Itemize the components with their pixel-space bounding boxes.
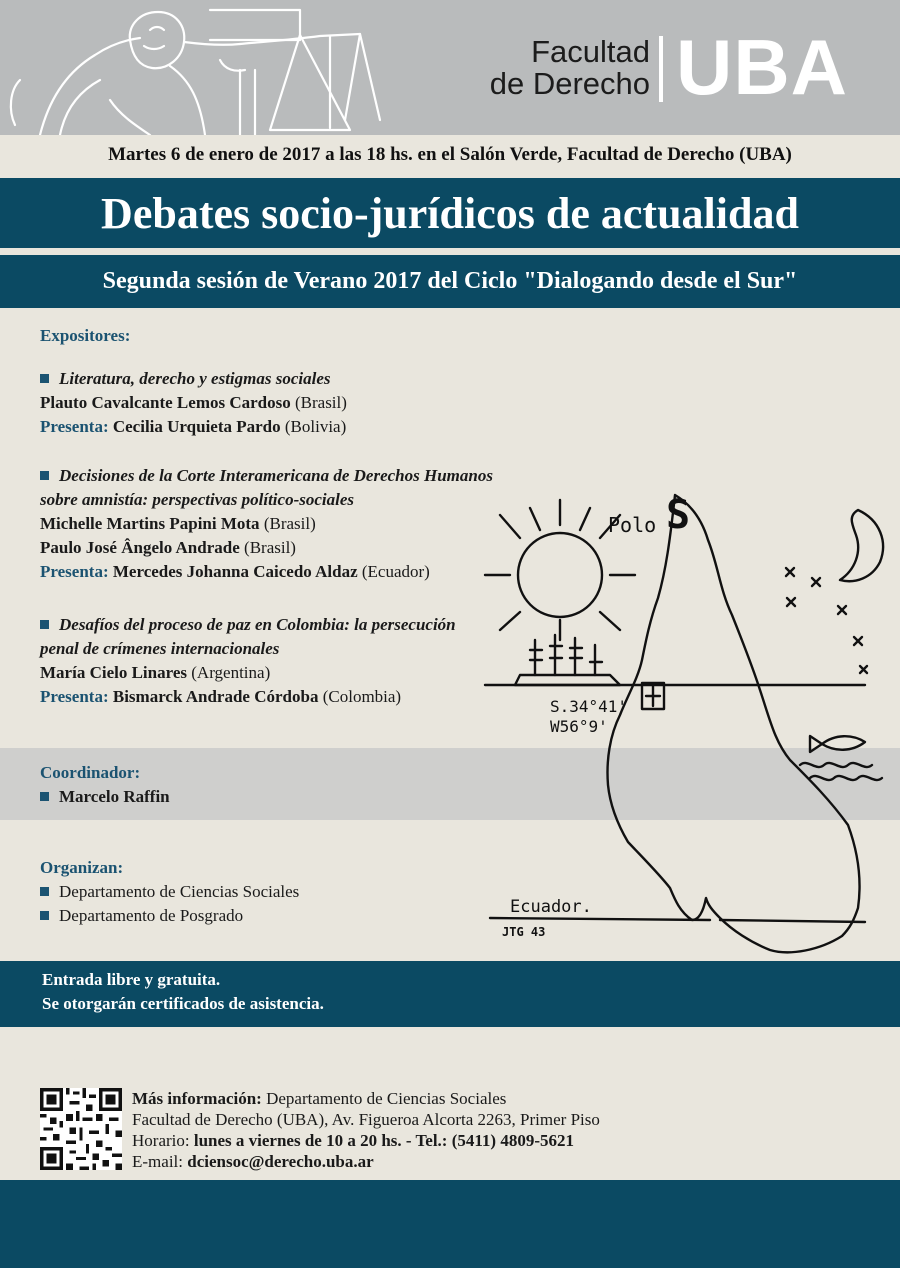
speaker-name: María Cielo Linares — [40, 663, 187, 682]
uba-logo: UBA — [676, 23, 848, 111]
speaker-name: Michelle Martins Papini Mota — [40, 514, 260, 533]
faculty-line1: Facultad — [531, 34, 650, 69]
map-coords-line2: W56°9' — [550, 717, 608, 736]
map-polo-text: Polo — [608, 513, 657, 537]
speaker-country: (Brasil) — [263, 514, 316, 533]
entry-line1: Entrada libre y gratuita. — [42, 970, 221, 989]
faculty-name — [462, 36, 650, 100]
more-info-label: Más información: — [132, 1089, 262, 1108]
event-dateline: Martes 6 de enero de 2017 a las 18 hs. en el Salón Verde, Facultad de Derecho (UBA) — [108, 144, 792, 165]
presenter-name: Bismarck Andrade Córdoba — [112, 687, 319, 706]
presenter-label: Presenta: — [40, 562, 109, 581]
map-coords-line1: S.34°41' — [550, 697, 628, 716]
logo-divider — [659, 36, 663, 102]
coordinator-heading: Coordinador: — [40, 763, 141, 782]
presenter-label: Presenta: — [40, 687, 109, 706]
contact-info — [132, 1088, 600, 1172]
map-ecuador-text: Ecuador. — [510, 897, 592, 917]
speaker-name: Paulo José Ângelo Andrade — [40, 538, 240, 557]
presenter-name: Mercedes Johanna Caicedo Aldaz — [112, 562, 358, 581]
footer-band — [0, 1180, 900, 1268]
faculty-line2: de Derecho — [489, 66, 650, 101]
organizer-item: Departamento de Ciencias Sociales — [59, 882, 300, 901]
header-banner — [0, 0, 900, 135]
entry-text — [42, 968, 324, 1016]
hours-value: lunes a viernes de 10 a 20 hs. - Tel.: (5411) 4809-5621 — [193, 1131, 574, 1150]
presenter-country: (Colombia) — [322, 687, 402, 706]
organizers-section — [40, 856, 299, 928]
email-link[interactable]: dciensoc@derecho.uba.ar — [187, 1152, 374, 1171]
bullet-icon — [40, 620, 49, 629]
qr-code[interactable] — [40, 1088, 122, 1170]
speaker-country: (Brasil) — [294, 393, 347, 412]
bullet-icon — [40, 471, 49, 480]
email-label: E-mail: — [132, 1152, 183, 1171]
event-title: Debates socio-jurídicos de actualidad — [101, 189, 799, 238]
topic-2 — [40, 464, 493, 584]
speaker-name: Plauto Cavalcante Lemos Cardoso — [40, 393, 291, 412]
topic-2-title-line1: Decisiones de la Corte Interamericana de Derechos Humanos — [59, 466, 493, 485]
bullet-icon — [40, 792, 49, 801]
torres-garcia-inverted-map — [470, 480, 900, 960]
presenter-label: Presenta: — [40, 417, 109, 436]
topic-1-title: Literatura, derecho y estigmas sociales — [59, 369, 331, 388]
coordinator-section — [40, 761, 170, 809]
bullet-icon — [40, 887, 49, 896]
topic-3-title-line2: penal de crímenes internacionales — [40, 639, 280, 658]
speaker-country: (Argentina) — [191, 663, 271, 682]
topic-1 — [40, 367, 347, 439]
topic-3 — [40, 613, 456, 709]
organizer-item: Departamento de Posgrado — [59, 906, 244, 925]
presenter-country: (Ecuador) — [361, 562, 430, 581]
bullet-icon — [40, 374, 49, 383]
presenter-name: Cecilia Urquieta Pardo — [112, 417, 281, 436]
topic-3-title-line1: Desafíos del proceso de paz en Colombia: la persecución — [59, 615, 456, 634]
justice-figure-illustration — [0, 0, 420, 135]
bullet-icon — [40, 911, 49, 920]
more-info-value: Departamento de Ciencias Sociales — [266, 1089, 507, 1108]
map-signature: JTG 43 — [502, 925, 546, 939]
organizers-heading: Organizan: — [40, 858, 124, 877]
speaker-country: (Brasil) — [244, 538, 296, 557]
address: Facultad de Derecho (UBA), Av. Figueroa Alcorta 2263, Primer Piso — [132, 1110, 600, 1129]
map-s-text: S — [666, 492, 691, 538]
entry-line2: Se otorgarán certificados de asistencia. — [42, 994, 324, 1013]
presenter-country: (Bolivia) — [284, 417, 347, 436]
hours-label: Horario: — [132, 1131, 190, 1150]
speakers-heading: Expositores: — [40, 326, 131, 345]
coordinator-name: Marcelo Raffin — [59, 787, 170, 806]
topic-2-title-line2: sobre amnistía: perspectivas político-sociales — [40, 490, 354, 509]
event-subtitle: Segunda sesión de Verano 2017 del Ciclo "Dialogando desde el Sur" — [102, 268, 798, 294]
